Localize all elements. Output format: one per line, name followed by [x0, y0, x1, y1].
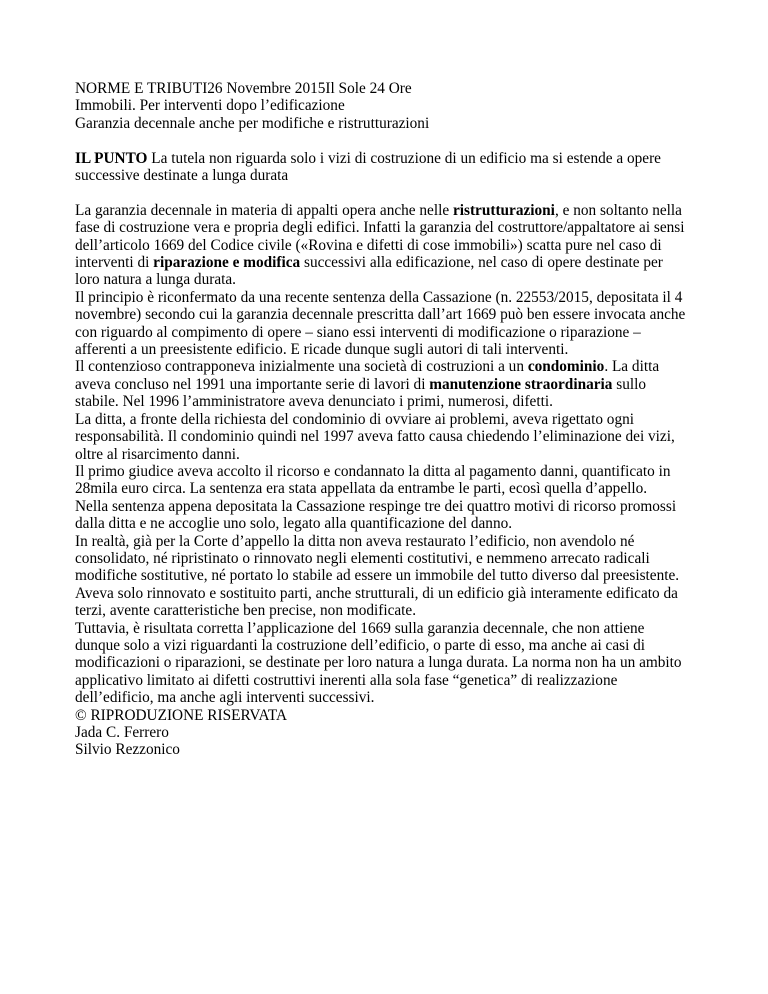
paragraph-line: stabile. Nel 1996 l’amministratore aveva denunciato i primi, numerosi, difetti.: [75, 393, 553, 411]
paragraph-line: consolidato, né ripristinato o rinnovato negli elementi costitutivi, e nemmeno arrecato radicali: [75, 549, 650, 567]
paragraph-line: Tuttavia, è risultata corretta l’applicazione del 1669 sulla garanzia decennale, che non attiene: [75, 619, 645, 637]
author-name: Jada C. Ferrero: [75, 724, 169, 741]
il-punto-line-1: [75, 150, 707, 167]
paragraph-line: In realtà, già per la Corte d’appello la ditta non aveva restaurato l’edificio, non avendolo né: [75, 532, 635, 550]
text-run: La garanzia decennale in materia di appalti opera anche nelle: [75, 201, 453, 219]
il-punto-label: IL PUNTO: [75, 149, 148, 167]
paragraph-line: modificazioni o riparazioni, se destinate per loro natura a lunga durata. La norma non ha un ambito: [75, 654, 682, 672]
paragraph-3: [75, 358, 707, 410]
il-punto-line-2: successive destinate a lunga durata: [75, 167, 289, 185]
paragraph-line: dell’edificio, ma anche agli interventi successivi.: [75, 689, 375, 707]
article-kicker: Immobili. Per interventi dopo l’edificazione: [75, 97, 345, 115]
paragraph-line: Aveva solo rinnovato e sostituito parti, anche strutturali, di un edificio già interamente edificato da: [75, 584, 678, 602]
il-punto-text: La tutela non riguarda solo i vizi di costruzione di un edificio ma si estende a opere: [147, 149, 661, 167]
copyright-notice: © RIPRODUZIONE RISERVATA: [75, 706, 288, 724]
paragraph-line: 28mila euro circa. La sentenza era stata appellata da entrambe le parti, ecosì quella d’appello.: [75, 480, 648, 498]
paragraph-line: fase di costruzione vera e propria degli edifici. Infatti la garanzia del costruttore/appaltatore ai sensi: [75, 219, 685, 237]
text-run: successivi alla edificazione, nel caso di opere destinate per: [300, 254, 663, 272]
paragraph-5: [75, 463, 707, 498]
paragraph-line: novembre) secondo cui la garanzia decennale prescritta dall’art 1669 può ben essere invocata anche: [75, 306, 686, 324]
paragraph-4: [75, 411, 707, 463]
paragraph-line: [75, 358, 707, 375]
bold-keyword: manutenzione straordinaria: [429, 375, 613, 393]
paragraph-line: responsabilità. Il condominio quindi nel 1997 aveva fatto causa chiedendo l’eliminazione dei vizi,: [75, 428, 675, 446]
paragraph-8: [75, 620, 707, 707]
article-footer: [75, 707, 707, 759]
text-run: . La ditta: [604, 358, 660, 376]
paragraph-line: dalla ditta e ne accoglie uno solo, legato alla quantificazione del danno.: [75, 515, 513, 533]
paragraph-line: dunque solo a vizi riguardanti la costruzione dell’edificio, o parte di esso, ma anche ai casi di: [75, 636, 646, 654]
spacer: [75, 184, 707, 201]
paragraph-2: [75, 289, 707, 359]
bold-keyword: riparazione e modifica: [153, 254, 301, 272]
article-header: [75, 80, 707, 132]
paragraph-1: [75, 202, 707, 289]
paragraph-line: [75, 202, 707, 219]
spacer: [75, 132, 707, 149]
paragraph-line: [75, 376, 707, 393]
text-run: , e non soltanto nella: [554, 201, 682, 219]
paragraph-line: loro natura a lunga durata.: [75, 271, 236, 289]
text-run: interventi di: [75, 254, 154, 272]
paragraph-line: modifiche sostitutive, né portato lo stabile ad essere un immobile del tutto diverso dal preesistente.: [75, 567, 680, 585]
paragraph-line: dell’articolo 1669 del Codice civile («Rovina e difetti di cose immobili») scatta pure nel caso di: [75, 236, 662, 254]
paragraph-line: Nella sentenza appena depositata la Cassazione respinge tre dei quattro motivi di ricorso promossi: [75, 497, 677, 515]
paragraph-line: La ditta, a fronte della richiesta del condominio di ovviare ai problemi, aveva rigettato ogni: [75, 410, 634, 428]
paragraph-line: Il principio è riconfermato da una recente sentenza della Cassazione (n. 22553/2015, depositata il 4: [75, 288, 683, 306]
paragraph-line: terzi, avente caratteristiche ben precise, non modificate.: [75, 602, 417, 620]
section-dateline: NORME E TRIBUTI26 Novembre 2015Il Sole 24 Ore: [75, 80, 412, 97]
text-run: Il contenzioso contrapponeva inizialmente una società di costruzioni a un: [75, 358, 528, 376]
text-run: aveva concluso nel 1991 una importante serie di lavori di: [75, 375, 430, 393]
text-run: sullo: [612, 375, 646, 393]
paragraph-line: applicativo limitato ai difetti costruttivi inerenti alla sola fase “genetica” di realizzazione: [75, 671, 618, 689]
paragraph-7: [75, 533, 707, 620]
bold-keyword: condominio: [527, 358, 605, 376]
author-name: Silvio Rezzonico: [75, 741, 180, 759]
paragraph-line: [75, 254, 707, 271]
article-page: [75, 80, 707, 759]
paragraph-line: oltre al risarcimento danni.: [75, 445, 240, 463]
bold-keyword: ristrutturazioni: [452, 201, 555, 219]
paragraph-line: afferenti a un preesistente edificio. E ricade dunque sugli autori di tali interventi.: [75, 341, 569, 359]
paragraph-6: [75, 498, 707, 533]
paragraph-line: con riguardo al compimento di opere – siano essi interventi di modificazione o riparazione –: [75, 323, 641, 341]
article-body: [75, 202, 707, 707]
paragraph-line: Il primo giudice aveva accolto il ricorso e condannato la ditta al pagamento danni, quantificato in: [75, 462, 671, 480]
article-title: Garanzia decennale anche per modifiche e ristrutturazioni: [75, 114, 430, 132]
il-punto-block: [75, 150, 707, 185]
